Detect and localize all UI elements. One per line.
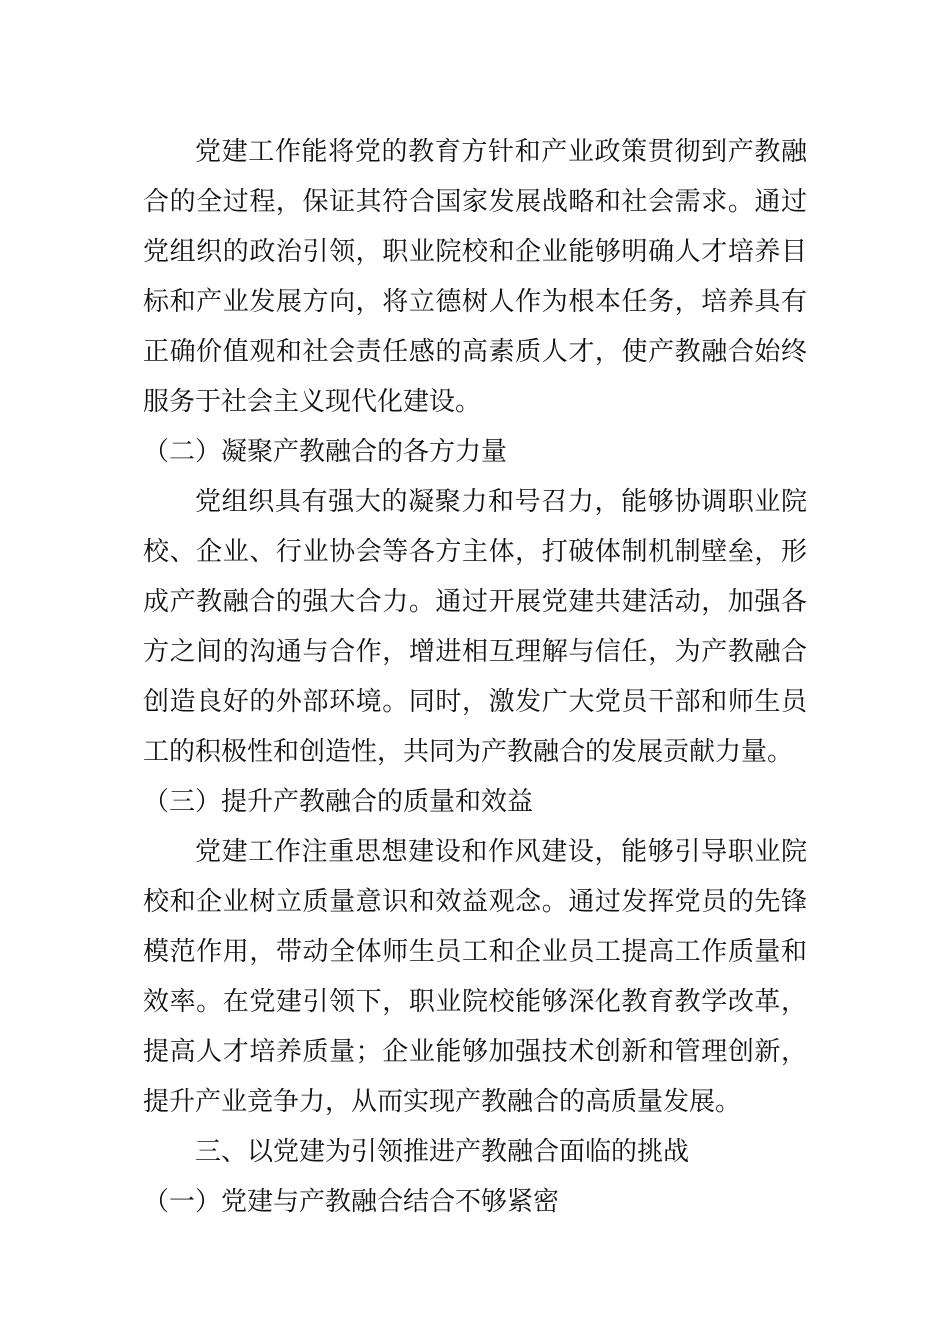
paragraph-quality: 党建工作注重思想建设和作风建设，能够引导职业院校和企业树立质量意识和效益观念。通过发挥党员的先锋模范作用，带动全体师生员工和企业员工提高工作质量和效率。在党建引领下，职业院校能够深化教育教学改革，提高人才培养质量；企业能够加强技术创新和管理创新，提升产业竞争力，从而实现产教融合的高质量发展。 bbox=[143, 837, 807, 1117]
document-body bbox=[143, 127, 807, 1227]
subheading-integration-gap: （一）党建与产教融合结合不够紧密 bbox=[143, 1187, 560, 1217]
subheading-quality-efficiency: （三）提升产教融合的质量和效益 bbox=[143, 787, 534, 817]
paragraph-party-building-guidance: 党建工作能将党的教育方针和产业政策贯彻到产教融合的全过程，保证其符合国家发展战略和社会需求。通过党组织的政治引领，职业院校和企业能够明确人才培养目标和产业发展方向，将立德树人作为根本任务，培养具有正确价值观和社会责任感的高素质人才，使产教融合始终服务于社会主义现代化建设。 bbox=[143, 137, 807, 417]
section-heading-challenges: 三、以党建为引领推进产教融合面临的挑战 bbox=[195, 1137, 690, 1167]
paragraph-cohesion: 党组织具有强大的凝聚力和号召力，能够协调职业院校、企业、行业协会等各方主体，打破体制机制壁垒，形成产教融合的强大合力。通过开展党建共建活动，加强各方之间的沟通与合作，增进相互理解与信任，为产教融合创造良好的外部环境。同时，激发广大党员干部和师生员工的积极性和创造性，共同为产教融合的发展贡献力量。 bbox=[143, 487, 807, 767]
subheading-gather-forces: （二）凝聚产教融合的各方力量 bbox=[143, 437, 508, 467]
